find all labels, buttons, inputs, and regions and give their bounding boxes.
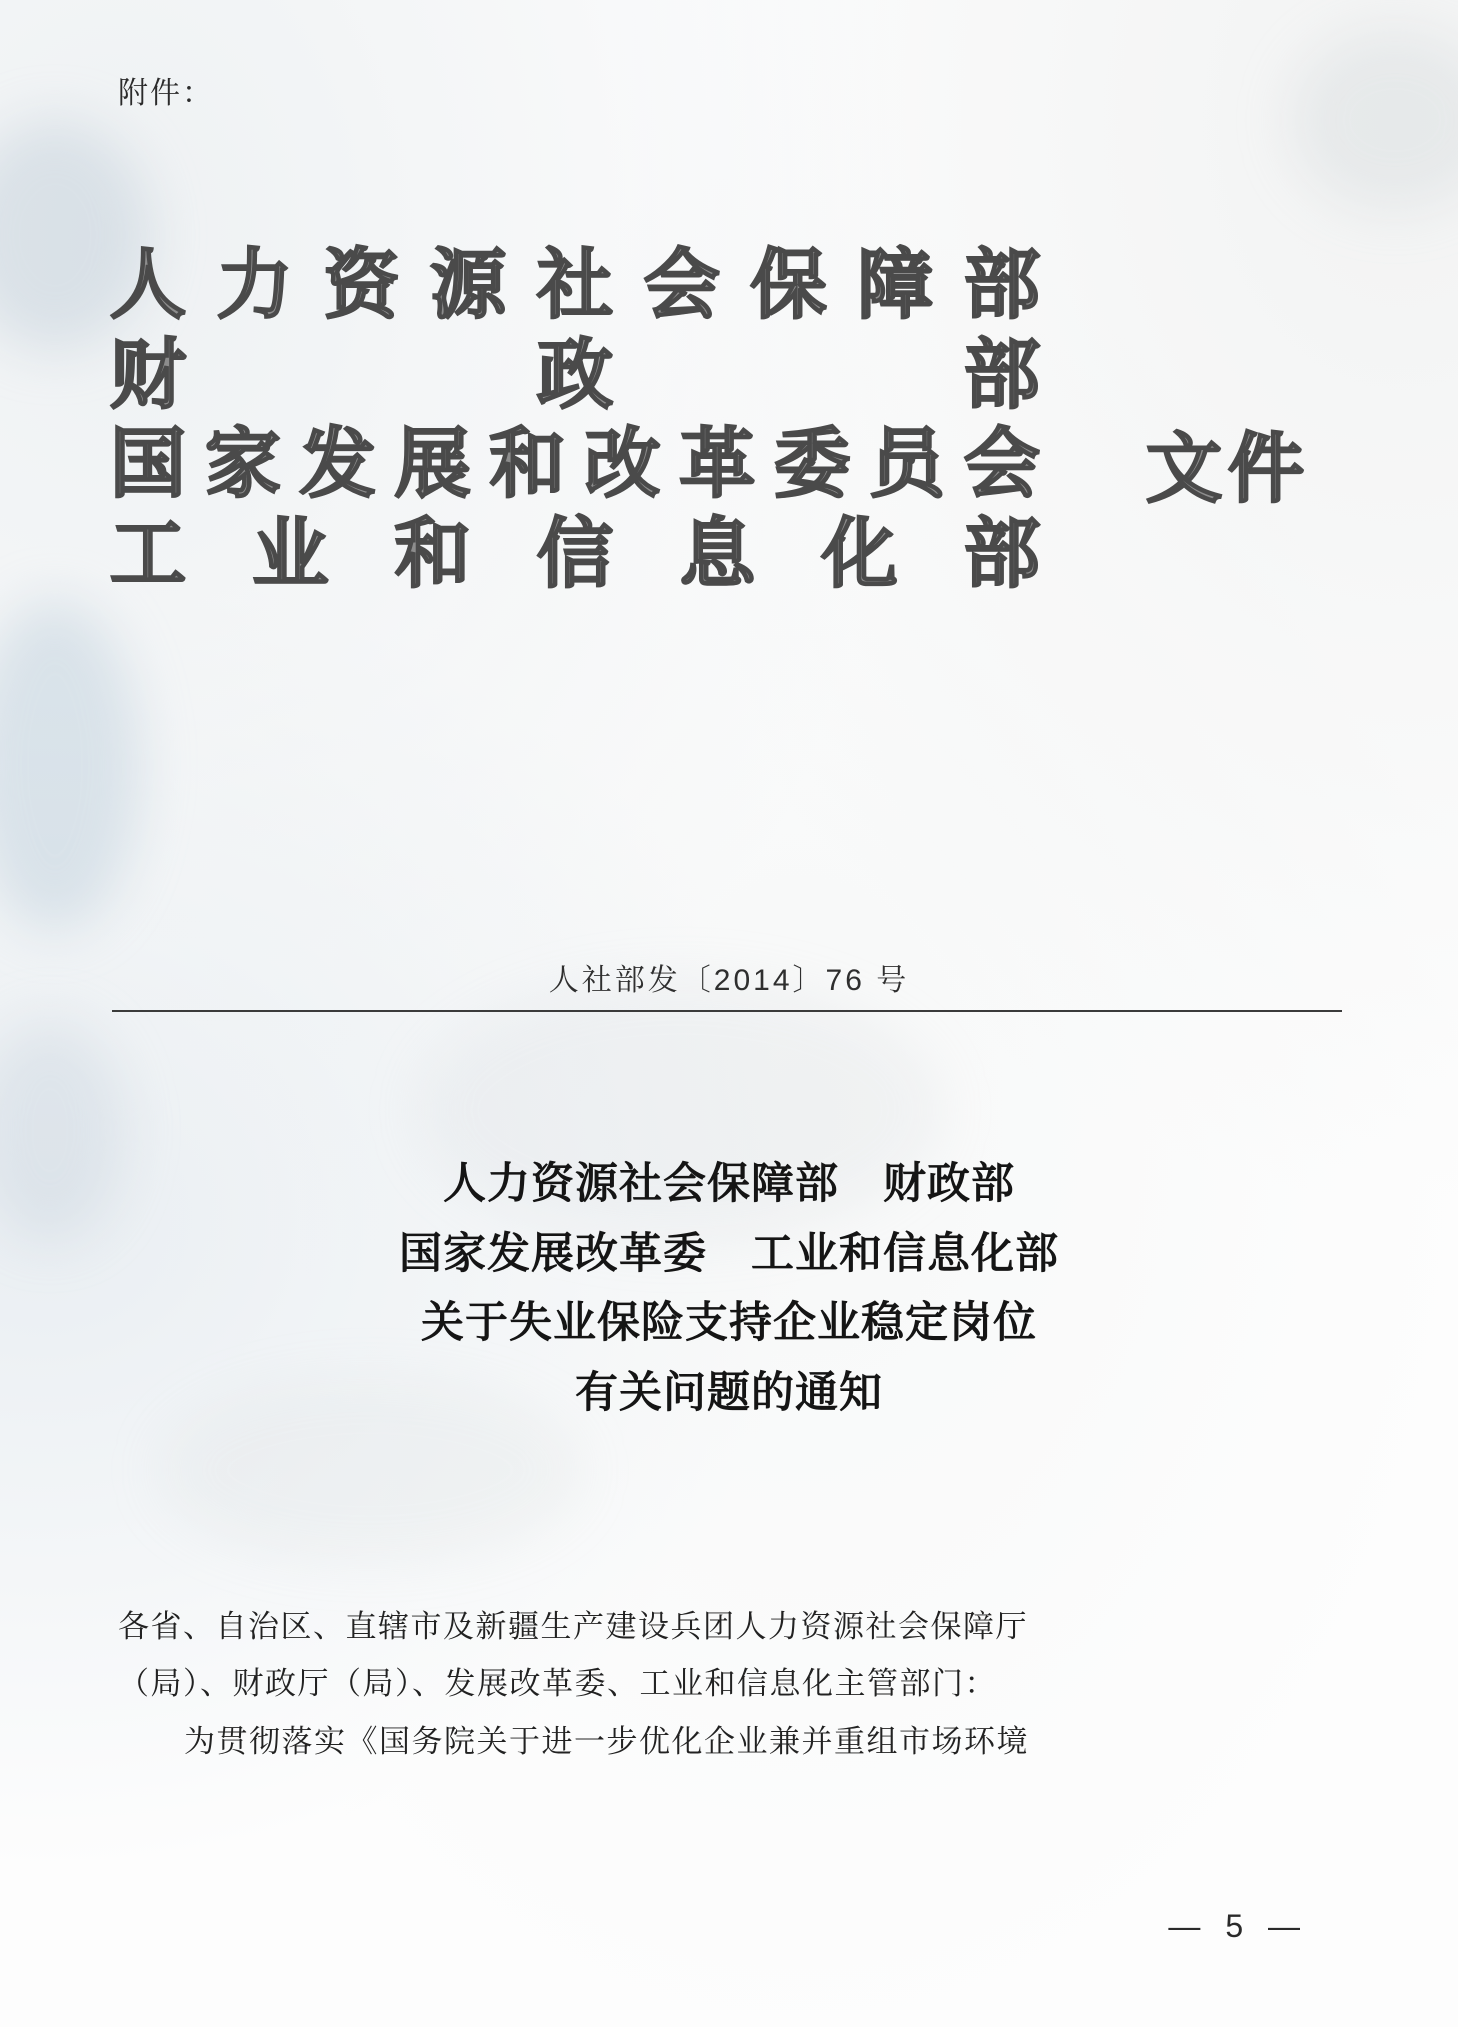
scan-artifact (1290, 30, 1458, 210)
document-body (118, 1598, 1343, 1770)
body-line-3: 为贯彻落实《国务院关于进一步优化企业兼并重组市场环境 (184, 1723, 1029, 1759)
masthead-char: 人 (110, 240, 186, 329)
masthead-char: 政 (537, 329, 613, 419)
masthead-line-3 (110, 419, 1040, 509)
masthead-char: 力 (216, 240, 293, 329)
body-line-1: 各省、自治区、直辖市及新疆生产建设兵团人力资源社会保障厅 (118, 1609, 1028, 1644)
masthead-char: 保 (750, 240, 827, 329)
masthead-char: 和 (489, 419, 566, 509)
masthead-char: 改 (584, 419, 661, 509)
masthead-char: 业 (252, 509, 329, 599)
document-title (0, 1150, 1458, 1429)
masthead-char: 财 (110, 329, 186, 419)
masthead-char: 资 (323, 240, 400, 329)
masthead (110, 240, 1350, 599)
masthead-char: 会 (963, 419, 1040, 509)
header-divider (112, 1010, 1342, 1012)
masthead-char: 员 (869, 419, 945, 509)
masthead-char: 革 (679, 419, 756, 509)
title-line-3: 关于失业保险支持企业稳定岗位 (421, 1298, 1037, 1349)
title-line-4: 有关问题的通知 (575, 1367, 883, 1418)
masthead-char: 障 (857, 240, 934, 329)
masthead-lines (110, 240, 1040, 599)
masthead-char: 部 (963, 509, 1040, 599)
masthead-char: 源 (430, 240, 507, 329)
masthead-char: 工 (110, 509, 186, 599)
masthead-char: 部 (964, 329, 1040, 419)
masthead-char: 部 (964, 240, 1040, 329)
masthead-line-1 (110, 240, 1040, 330)
document-number: 人社部发〔2014〕76 号 (548, 964, 910, 997)
masthead-char: 发 (299, 419, 376, 509)
title-line-1: 人力资源社会保障部 财政部 (443, 1159, 1015, 1209)
scan-artifact (0, 600, 140, 930)
page-number: — 5 — (1168, 1908, 1308, 1944)
masthead-char: 信 (536, 509, 613, 599)
masthead-line-4 (110, 509, 1040, 599)
masthead-char: 国 (110, 419, 186, 509)
masthead-char: 社 (537, 240, 613, 329)
masthead-char: 化 (821, 509, 898, 599)
masthead-char: 会 (643, 240, 720, 329)
masthead-suffix: 文件 (1146, 424, 1310, 513)
title-line-2: 国家发展改革委 工业和信息化部 (399, 1228, 1059, 1279)
masthead-char: 展 (394, 419, 471, 509)
masthead-char: 息 (679, 509, 756, 599)
masthead-char: 委 (774, 419, 851, 509)
masthead-line-2 (110, 330, 1040, 420)
attachment-label: 附件： (118, 77, 214, 110)
masthead-char: 家 (204, 419, 281, 509)
body-line-2: （局）、财政厅（局）、发展改革委、工业和信息化主管部门： (118, 1666, 997, 1702)
masthead-char: 和 (394, 509, 471, 599)
